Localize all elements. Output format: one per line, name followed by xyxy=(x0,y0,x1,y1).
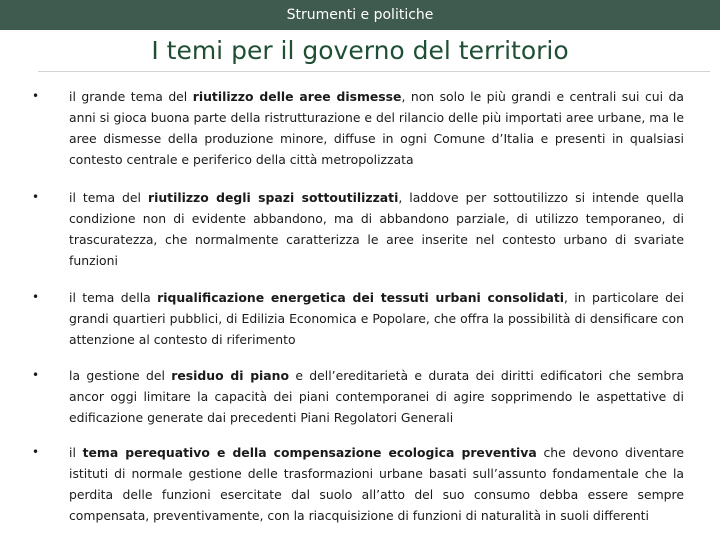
item-text-bold: tema perequativo e della compensazione ecologica preventiva xyxy=(82,445,537,460)
bullet-icon: • xyxy=(32,190,40,204)
item-text-pre: il tema della xyxy=(69,290,158,305)
slide-title: I temi per il governo del territorio xyxy=(151,36,569,65)
item-text-bold: riutilizzo degli spazi sottoutilizzati xyxy=(148,190,399,205)
item-text-pre: il tema del xyxy=(69,190,148,205)
item-text-post: che devono diventare istituti di normale gestione delle trasformazioni urbane basati sull’assunto fondamentale che la perdita delle funzioni esercitate dal suolo all’atto del suo consumo debba essere sempre compensata, preventivamente, con la riacquisizione di funzioni di naturalità in suoli differenti xyxy=(69,445,685,523)
list-item xyxy=(28,442,684,526)
item-text-bold: riqualificazione energetica dei tessuti urbani consolidati xyxy=(157,290,564,305)
section-header-label: Strumenti e politiche xyxy=(286,7,434,23)
item-text-post: , in particolare dei grandi quartieri pubblici, di Edilizia Economica e Popolare, che offra la possibilità di densificare con attenzione al contesto di riferimento xyxy=(69,290,684,347)
item-text-bold: riutilizzo delle aree dismesse xyxy=(192,89,402,104)
bullet-list xyxy=(28,86,684,539)
bullet-icon: • xyxy=(32,290,40,304)
section-header-bar xyxy=(0,0,720,30)
item-text-pre: la gestione del xyxy=(69,368,172,383)
bullet-icon: • xyxy=(32,368,40,382)
list-item xyxy=(28,187,684,271)
bullet-icon: • xyxy=(32,445,40,459)
item-text-pre: il xyxy=(69,445,83,460)
list-item xyxy=(28,287,684,350)
item-text-post: e dell’ereditarietà e durata dei diritti edificatori che sembra ancor oggi limitare la capacità dei piani contemporanei di agire sopprimendo le aspettative di edificazione generate dai precedenti Piani Regolatori Generali xyxy=(69,368,684,425)
title-divider xyxy=(38,71,710,72)
item-text-bold: residuo di piano xyxy=(171,368,289,383)
list-item xyxy=(28,365,684,428)
list-item xyxy=(28,86,684,170)
item-text-post: , non solo le più grandi e centrali sui cui da anni si gioca buona parte della ristrutturazione e del rilancio delle più importati aree urbane, ma le aree dismesse della produzione minore, diffuse in ogni Comune d’Italia e presenti in qualsiasi contesto centrale e periferico della città metropolizzata xyxy=(69,89,684,167)
item-text-pre: il grande tema del xyxy=(69,89,193,104)
bullet-icon: • xyxy=(32,89,40,103)
item-text-post: , laddove per sottoutilizzo si intende quella condizione non di evidente abbandono, ma di abbandono parziale, di utilizzo temporaneo, di trascuratezza, che normalmente caratterizza le aree inserite nel contesto urbano di svariate funzioni xyxy=(69,190,685,268)
